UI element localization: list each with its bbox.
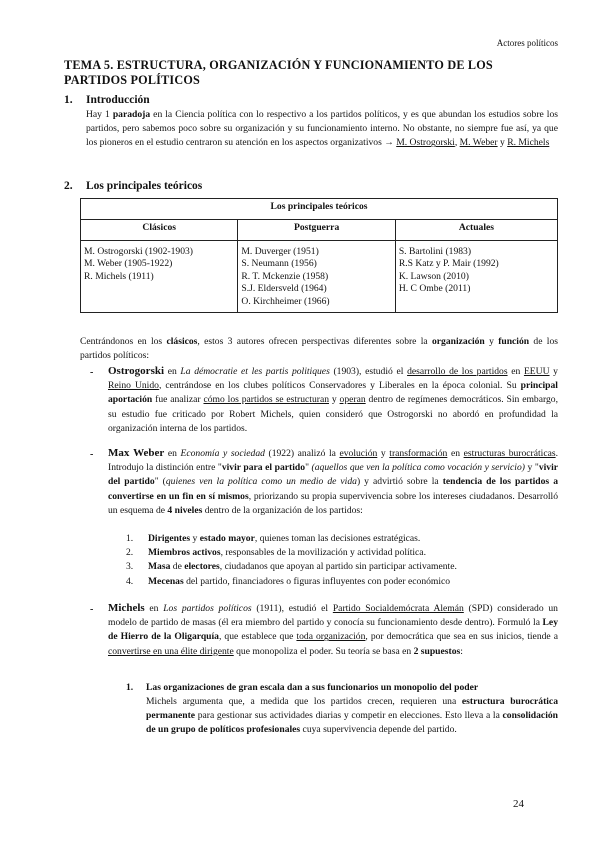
- text: ": [305, 462, 312, 474]
- text-underlined: Partido Socialdemócrata Alemán: [332, 603, 464, 614]
- text: para gestionar sus actividades diarias y competir en elecciones. Esto lleva a la: [195, 710, 503, 722]
- text-underlined: Reino Unido: [108, 380, 159, 392]
- item-number: 1.: [126, 533, 134, 544]
- table-caption: Los principales teóricos: [81, 199, 558, 220]
- text: ) y advirtió sobre la: [356, 476, 443, 488]
- text-bold: función: [498, 336, 530, 347]
- text: en: [447, 448, 464, 459]
- list-item: R.S Katz y P. Mair (1992): [398, 258, 499, 270]
- item-number: 2.: [126, 547, 134, 559]
- text-underlined: evolución: [339, 448, 378, 459]
- text-underlined: estructuras burocráticas: [463, 448, 556, 459]
- text: Michels argumenta que, a medida que los partidos crecen, requieren una: [146, 696, 462, 707]
- list-item: [126, 560, 558, 574]
- text: " (: [154, 476, 166, 488]
- text-bold: principal aportación: [108, 380, 558, 406]
- text-bold: Las organizaciones de gran escala dan a sus funcionarios un monopolio del poder: [146, 682, 479, 693]
- text: , estos 3 autores ofrecen perspectivas diferentes sobre la: [197, 336, 432, 347]
- table-cell-postguerra: [238, 241, 395, 313]
- text: , ciudadanos que apoyan al partido sin participar activamente.: [219, 561, 457, 573]
- list-item: O. Kirchheimer (1966): [241, 295, 330, 307]
- text: en: [164, 366, 181, 377]
- list-item: S. Neumann (1956): [241, 258, 317, 270]
- list-item: K. Lawson (2010): [398, 270, 469, 282]
- text: del partido, financiadores o figuras influyentes con poder económico: [183, 575, 451, 587]
- author-ref: R. Michels: [507, 137, 550, 149]
- text: de: [170, 561, 185, 573]
- text-italic: (aquellos que ven la política como vocación y servicio): [311, 462, 525, 474]
- text: , responsables de la movilización y actividad política.: [220, 547, 426, 559]
- michels-paragraph: [108, 601, 558, 659]
- list-item: M. Weber (1905-1922): [84, 258, 173, 270]
- running-header: Actores políticos: [496, 38, 558, 48]
- section-number: 2.: [64, 180, 73, 192]
- text-underlined: EEUU: [523, 366, 550, 377]
- text: :: [460, 645, 463, 657]
- text: ,: [454, 137, 460, 149]
- table-cell-clasicos: [81, 241, 238, 313]
- text: (1911), estudió el: [251, 603, 333, 614]
- list-item: H. C Ombe (2011): [398, 283, 471, 295]
- author-name: Michels: [108, 602, 145, 614]
- section-title: Introducción: [86, 94, 150, 106]
- text: . Introdujo la distinción entre ": [108, 448, 558, 474]
- list-item: S.J. Eldersveld (1964): [241, 283, 327, 295]
- supuesto-1-paragraph: [146, 695, 558, 738]
- text: y: [377, 448, 390, 459]
- section-number: 1.: [64, 94, 73, 106]
- lead-paragraph: [80, 335, 558, 363]
- text: en: [164, 448, 181, 459]
- text: y: [190, 533, 200, 544]
- page-title: TEMA 5. ESTRUCTURA, ORGANIZACIÓN Y FUNCIONAMIENTO DE LOS PARTIDOS POLÍTICOS: [64, 58, 493, 87]
- text: , priorizando su propia supervivencia sobre los intereses ciudadanos. Desarrolló un esquema de: [108, 490, 558, 516]
- text-underlined: operan: [339, 394, 366, 406]
- list-item: R. Michels (1911): [84, 270, 154, 282]
- book-title: La démocratie et les partis politiques: [180, 366, 330, 377]
- table-cell-actuales: [395, 241, 557, 313]
- supuesto-1-heading: [126, 681, 558, 695]
- book-title: Los partidos políticos: [163, 603, 252, 614]
- text: de los partidos políticos:: [80, 336, 558, 362]
- text-bold: Miembros activos: [148, 547, 221, 559]
- text: cuya supervivencia depende del partido.: [300, 724, 457, 736]
- text-bold: Mecenas: [148, 575, 184, 587]
- column-header: Actuales: [395, 220, 557, 241]
- column-header: Clásicos: [81, 220, 238, 241]
- text-bold: vivir para el partido: [221, 462, 306, 474]
- section-2-heading: [64, 180, 202, 192]
- text: en la Ciencia política con lo respectivo a los partidos políticos, y es que abundan los estudios sobre los partidos, pero sabemos poco sobre su organización y su funcionamiento interno. No obstante, no siempre fue así, ya que los pioneros en el estudio centraron su atención en los aspectos organizativos →: [86, 109, 558, 149]
- author-ref: M. Ostrogorski: [396, 137, 455, 149]
- ostrogorski-paragraph: [108, 364, 558, 436]
- text-bold: electores: [184, 561, 220, 573]
- text-bold: Ley de Hierro de la Oligarquía: [108, 617, 558, 643]
- bullet-dash: -: [90, 367, 94, 378]
- text: dentro de regímenes democráticos. Sin embargo, su estudio fue criticado por Robert Michels, quien consideró que Ostrogorski no abordó en profundidad la organización interna de los partidos.: [108, 394, 559, 434]
- item-number: 3.: [126, 561, 134, 573]
- bullet-dash: -: [90, 604, 94, 615]
- text: en: [144, 603, 164, 614]
- text-bold: estructura burocrática permanente: [146, 696, 558, 722]
- text: (1903), estudió el: [329, 366, 408, 377]
- text: que monopoliza el poder. Su teoría se basa en: [233, 645, 414, 657]
- list-item: [126, 575, 558, 589]
- list-item: [126, 532, 558, 546]
- list-item: M. Ostrogorski (1902-1903): [84, 246, 193, 257]
- list-item: R. T. Mckenzie (1958): [241, 270, 329, 282]
- text-underlined: convertirse en una élite dirigente: [108, 645, 234, 657]
- text: , que establece que: [218, 631, 297, 643]
- text-bold: paradoja: [112, 109, 151, 120]
- section-title: Los principales teóricos: [86, 180, 203, 192]
- text-bold: vivir del partido: [108, 462, 559, 488]
- item-number: 1.: [126, 682, 134, 693]
- column-header: Postguerra: [238, 220, 395, 241]
- text: y: [549, 366, 558, 377]
- author-name: Ostrogorski: [108, 365, 165, 377]
- text: (1922) analizó la: [264, 448, 340, 459]
- text: Hay 1: [86, 109, 113, 120]
- book-title: Economía y sociedad: [180, 448, 265, 459]
- text: (SPD) considerado un modelo de partido de masas (él era miembro del partido y conocía su funcionamiento desde dentro). Formuló la: [108, 603, 558, 629]
- text: , centrándose en los clubes políticos Conservadores y Liberales en la época colonial. Su: [158, 380, 521, 392]
- weber-levels-list: [126, 532, 558, 589]
- text: dentro de la organización de los partidos:: [202, 504, 363, 516]
- author-ref: M. Weber: [459, 137, 498, 149]
- text-underlined: desarrollo de los partidos: [407, 366, 508, 377]
- section-1-heading: [64, 94, 150, 106]
- text: y: [484, 336, 499, 347]
- text: Centrándonos en los: [80, 336, 167, 347]
- text: y: [497, 137, 508, 149]
- list-item: M. Duverger (1951): [241, 246, 319, 257]
- bullet-dash: -: [90, 449, 94, 460]
- text-underlined: toda organización: [296, 631, 366, 643]
- text-underlined: transformación: [389, 448, 448, 459]
- page-number: 24: [513, 798, 524, 810]
- text: en: [507, 366, 524, 377]
- author-name: Max Weber: [108, 447, 165, 459]
- text-bold: Dirigentes: [148, 533, 191, 544]
- text-bold: 2 supuestos: [413, 645, 461, 657]
- item-number: 4.: [126, 575, 134, 587]
- list-item: S. Bartolini (1983): [398, 246, 472, 257]
- text: , quienes toman las decisiones estratégicas.: [254, 533, 421, 544]
- text: y ": [524, 462, 539, 474]
- text-bold: organización: [432, 336, 485, 347]
- text-bold: tendencia de los partidos a convertirse en un fin en sí mismos: [108, 476, 558, 502]
- intro-paragraph: [86, 108, 558, 151]
- text-bold: estado mayor: [199, 533, 255, 544]
- theorists-table: [80, 198, 558, 313]
- weber-paragraph: [108, 446, 558, 518]
- text-bold: Masa: [148, 561, 171, 573]
- text-bold: consolidación de un grupo de políticos profesionales: [146, 710, 558, 736]
- text: , por democrática que sea en sus inicios, tiende a: [365, 631, 558, 643]
- text: fue analizar: [152, 394, 204, 406]
- text-bold: clásicos: [166, 336, 198, 347]
- text-italic: quienes ven la política como un medio de vida: [165, 476, 357, 488]
- text: y: [329, 394, 340, 406]
- text-bold: 4 niveles: [167, 504, 203, 516]
- list-item: [126, 546, 558, 560]
- text-underlined: cómo los partidos se estructuran: [203, 394, 329, 406]
